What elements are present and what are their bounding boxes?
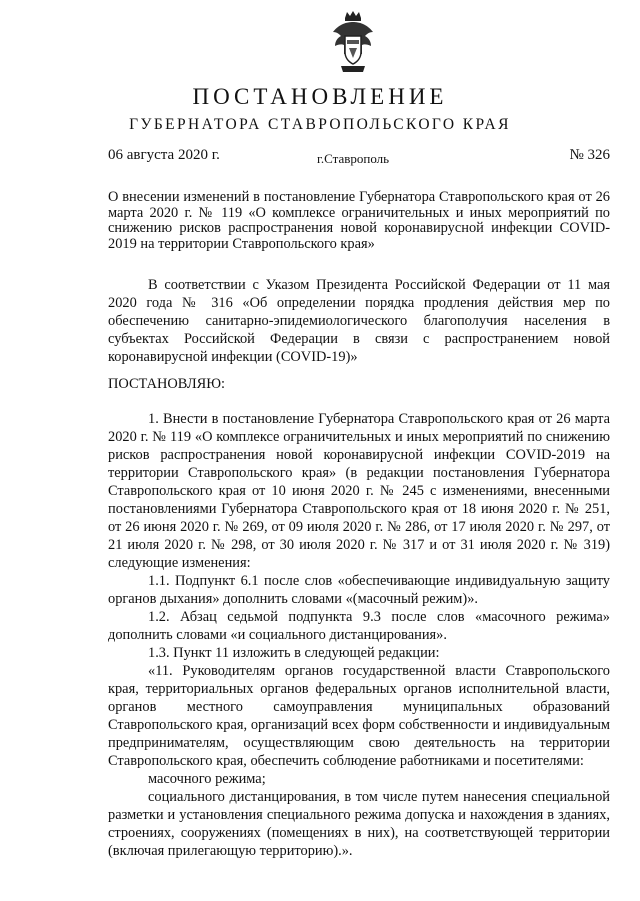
body-paragraph: 1.2. Абзац седьмой подпункта 9.3 после слов «масочного режима» дополнить словами «и социального дистанцирования». <box>108 609 610 643</box>
body-paragraph: «11. Руководителям органов государственной власти Ставропольского края, территориальных органов федеральных органов исполнительной власти, органов местного самоуправления муниципальных образований Ставропольского края, организаций всех форм собственности и индивидуальным предпринимателям, осуществляющим свою деятельность на территории Ставропольского края, обеспечить соблюдение работниками и посетителями: <box>108 663 610 769</box>
issuing-authority: ГУБЕРНАТОРА СТАВРОПОЛЬСКОГО КРАЯ <box>129 116 511 133</box>
body-paragraph: 1. Внести в постановление Губернатора Ставропольского края от 26 марта 2020 г. № 119 «О комплексе ограничительных и иных мероприятий по снижению рисков распространения новой коронавирусной инфекции COVID-2019 на территории Ставропольского края» (в редакции постановления Губернатора Ставропольского края от 10 июня 2020 г. № 245 с изменениями, внесенными постановлениями Губернатора Ставропольского края от 18 июня 2020 г. № 251, от 26 июня 2020 г. № 269, от 09 июля 2020 г. № 286, от 17 июля 2020 г. № 297, от 21 июля 2020 г. № 298, от 30 июля 2020 г. № 317 и от 31 июля 2020 г. № 319) следующие изменения: <box>108 411 610 571</box>
body-paragraph: 1.3. Пункт 11 изложить в следующей редакции: <box>148 645 440 661</box>
document-subject: О внесении изменений в постановление Губернатора Ставропольского края от 26 марта 2020 г. № 119 «О комплексе ограничительных и иных мероприятий по снижению рисков распространения новой коронавирусной инфекции COVID-2019 на территории Ставропольского края» <box>108 189 610 252</box>
coat-of-arms-icon <box>329 10 377 74</box>
body-paragraph: масочного режима; <box>148 771 266 787</box>
preamble-paragraph: В соответствии с Указом Президента Российской Федерации от 11 мая 2020 года № 316 «Об определении порядка продления действия мер по обеспечению санитарно-эпидемиологического благополучия населения в субъектах Российской Федерации в связи с распространением новой коронавирусной инфекции (COVID-19)» <box>108 277 610 365</box>
body-paragraph: социального дистанцирования, в том числе путем нанесения специальной разметки и установления специального режима допуска и нахождения в зданиях, строениях, сооружениях (помещениях в них), на соответствующей территории (включая прилегающую территорию).». <box>108 789 610 859</box>
document-city: г.Ставрополь <box>317 151 390 166</box>
document-number: № 326 <box>569 147 610 163</box>
document-body <box>108 410 610 860</box>
body-paragraph: 1.1. Подпункт 6.1 после слов «обеспечивающие индивидуальную защиту органов дыхания» дополнить словами «(масочный режим)». <box>108 573 610 607</box>
document-date: 06 августа 2020 г. <box>108 147 220 163</box>
document-type-title: ПОСТАНОВЛЕНИЕ <box>192 84 448 109</box>
decree-heading: ПОСТАНОВЛЯЮ: <box>108 376 226 392</box>
